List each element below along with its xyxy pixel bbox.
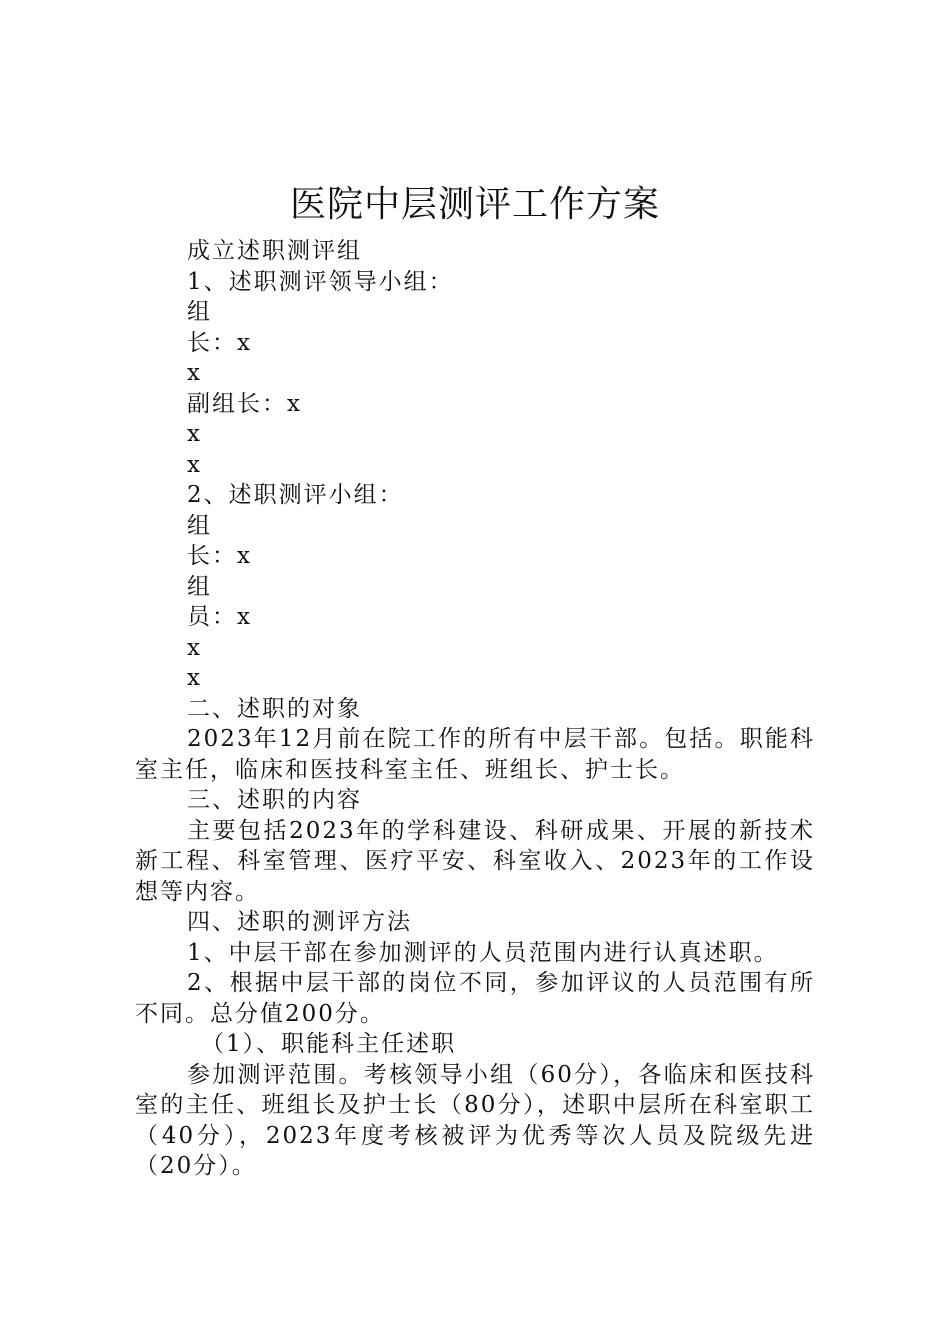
paragraph-evaluation-scope: 参加测评范围。考核领导小组（60分），各临床和医技科室的主任、班组长及护士长（80分），述职中层所在科室职工（40分），2023年度考核被评为优秀等次人员及院级先进（20分）。 (135, 1061, 815, 1179)
method-item-2: 2、根据中层干部的岗位不同，参加评议的人员范围有所不同。总分值200分。 (135, 970, 815, 1027)
text-line: 长：x (187, 329, 252, 356)
section-heading-content: 三、述职的内容 (187, 787, 362, 813)
section-heading-subjects: 二、述职的对象 (187, 695, 362, 722)
subsection-functional-director: （1）、职能科主任述职 (201, 1031, 457, 1057)
text-line: 组 (187, 573, 212, 600)
subsection-leader-group: 1、述职测评领导小组： (187, 268, 454, 295)
text-line: 长：x (187, 543, 252, 569)
subsection-evaluation-group: 2、述职测评小组： (187, 482, 404, 508)
text-line: x (187, 665, 202, 691)
text-line: 员：x (187, 604, 252, 630)
document-body (135, 236, 815, 1182)
text-line: 组 (187, 299, 212, 325)
method-item-1: 1、中层干部在参加测评的人员范围内进行认真述职。 (187, 939, 779, 966)
text-line: x (187, 421, 202, 447)
text-line: x (187, 634, 202, 661)
document-title: 医院中层测评工作方案 (289, 184, 660, 225)
text-line: x (187, 360, 202, 386)
paragraph-content: 主要包括2023年的学科建设、科研成果、开展的新技术新工程、科室管理、医疗平安、科室收入、2023年的工作设想等内容。 (135, 817, 815, 905)
text-line: 副组长：x (187, 390, 302, 417)
section-heading-method: 四、述职的测评方法 (187, 909, 412, 935)
text-line: 组 (187, 512, 212, 539)
text-line: x (187, 451, 202, 478)
paragraph-subjects: 2023年12月前在院工作的所有中层干部。包括。职能科室主任，临床和医技科室主任、班组长、护士长。 (135, 726, 815, 783)
section-heading-form-group: 成立述职测评组 (187, 238, 362, 264)
